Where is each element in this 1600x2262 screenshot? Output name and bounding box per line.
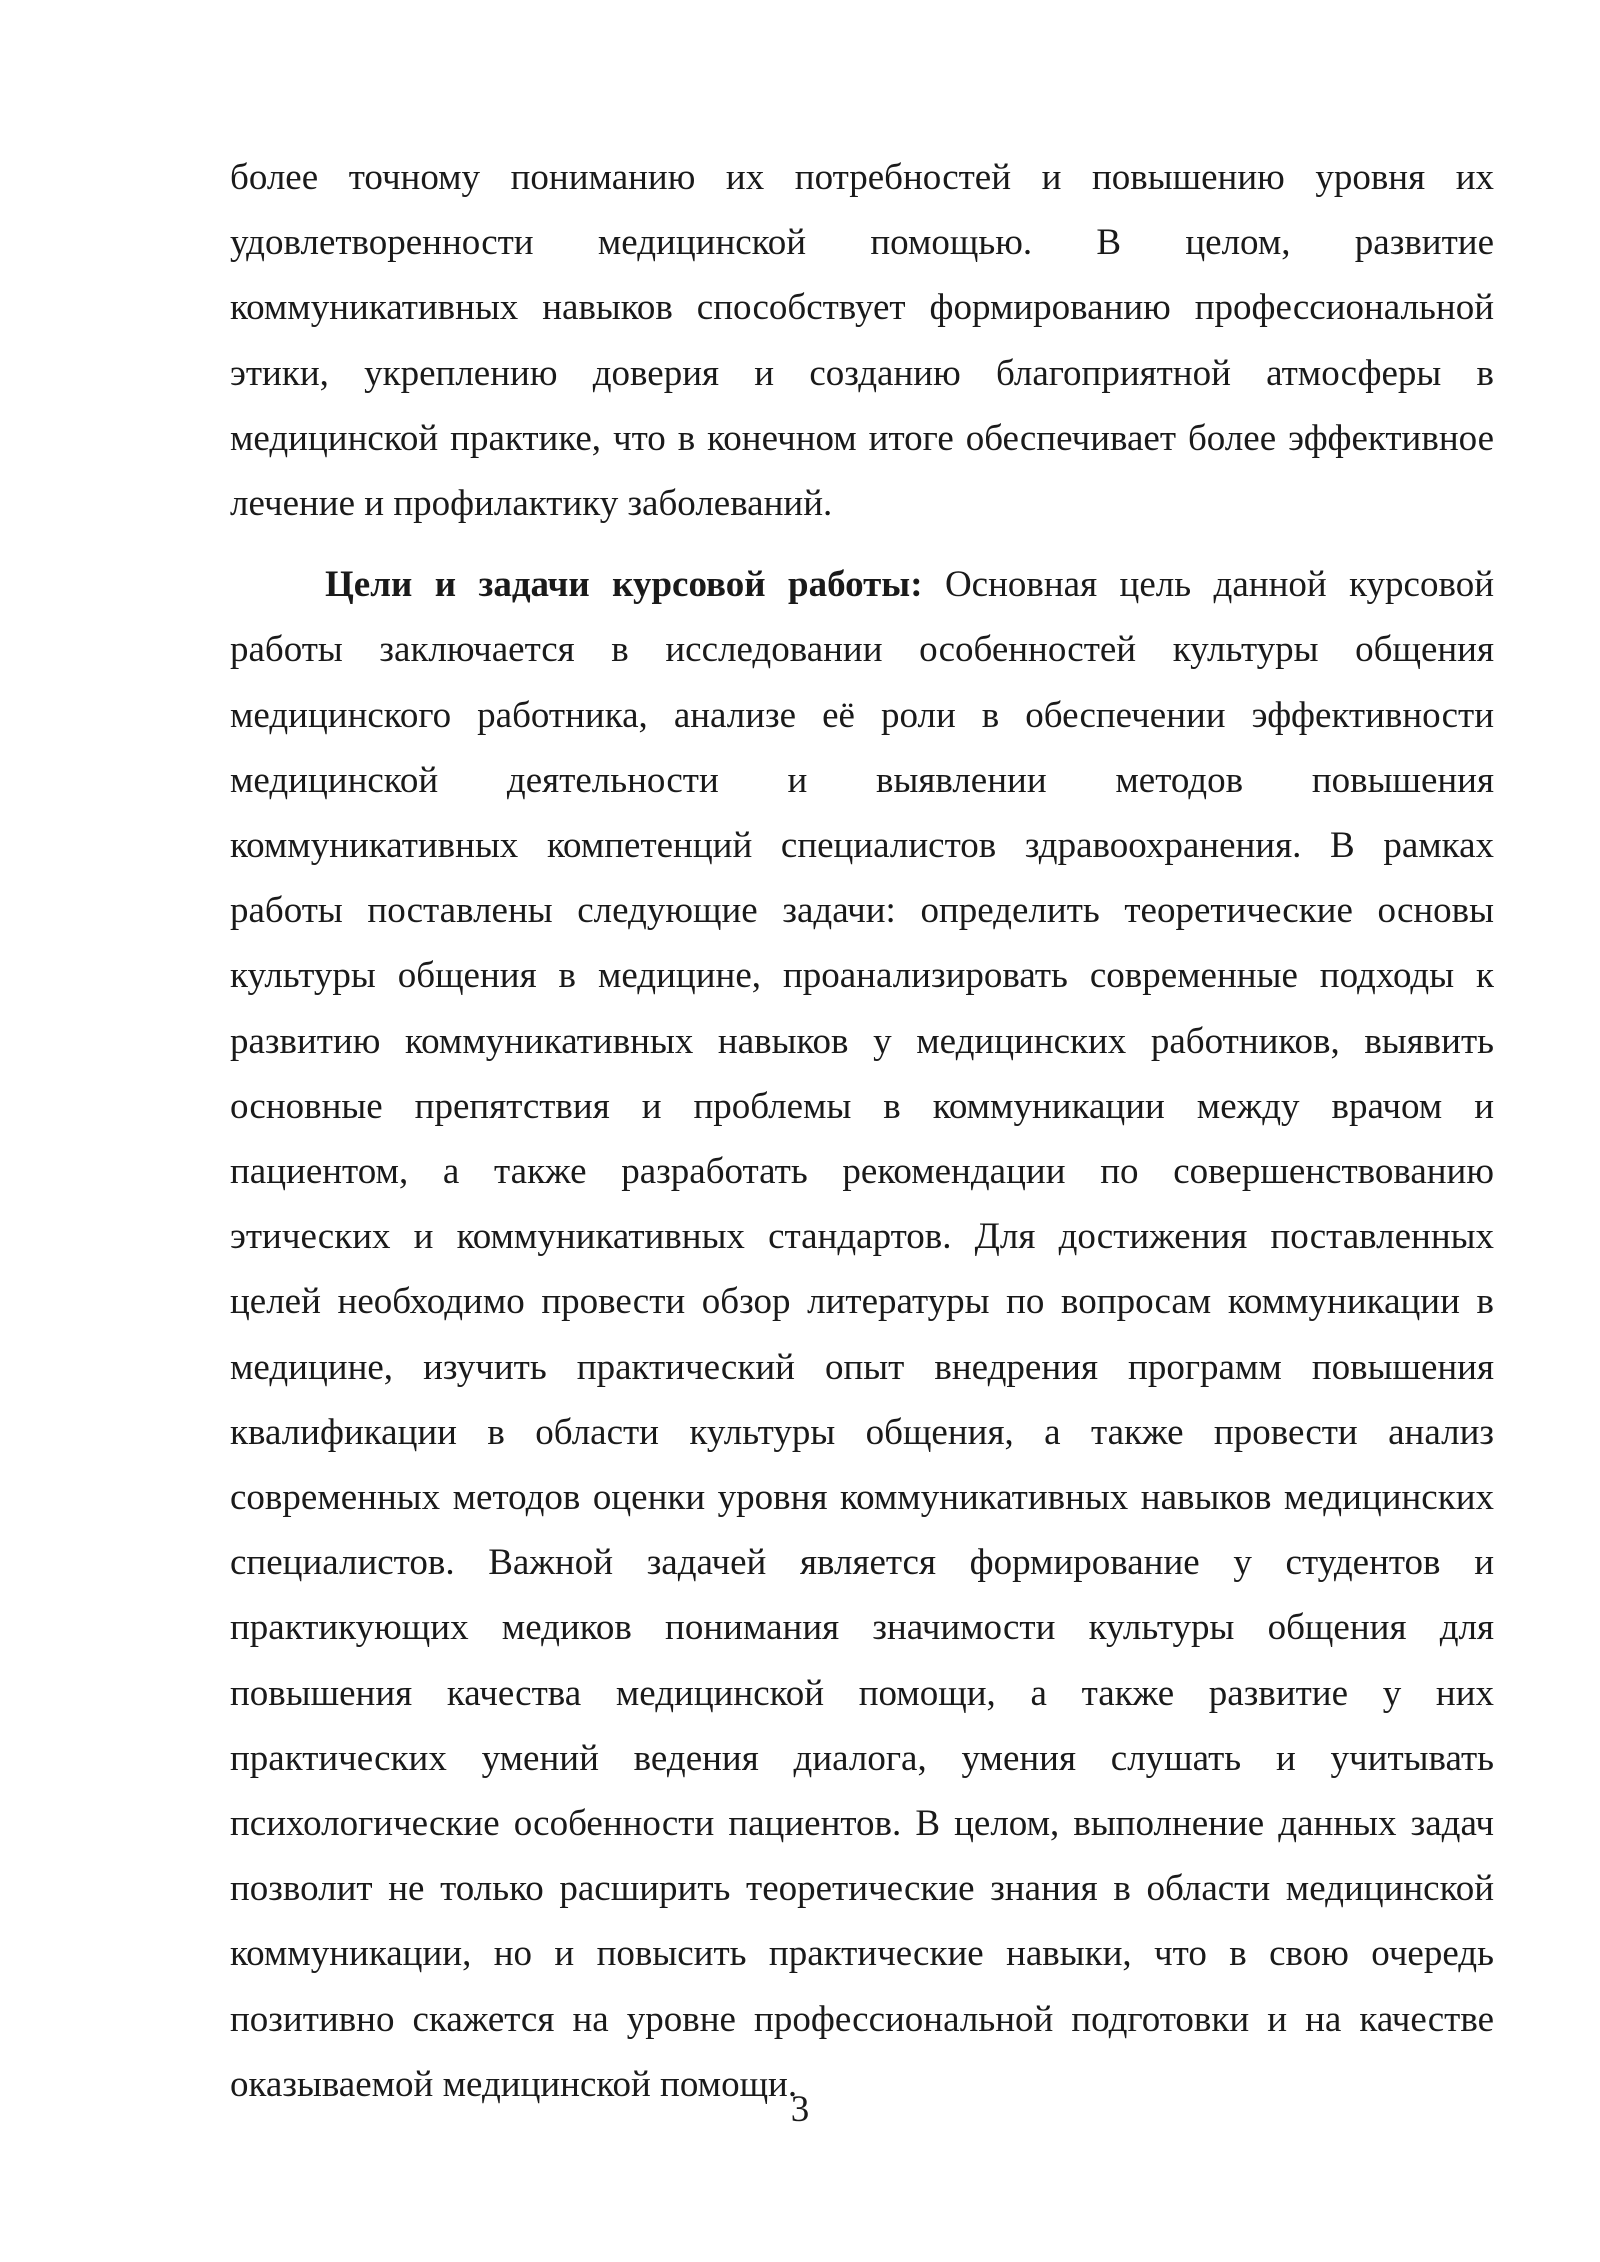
paragraph-body: Основная цель данной курсовой работы заключается в исследовании особенностей культуры общения медицинского работника, анализе её роли в обеспечении эффективности медицинской деятельности и выявлении методов повышения коммуникативных компетенций специалистов здравоохранения. В рамках работы поставлены следующие задачи: определить теоретические основы культуры общения в медицине, проанализировать современные подходы к развитию коммуникативных навыков у медицинских работников, выявить основные препятствия и проблемы в коммуникации между врачом и пациентом, а также разработать рекомендации по совершенствованию этических и коммуникативных стандартов. Для достижения поставленных целей необходимо провести обзор литературы по вопросам коммуникации в медицине, изучить практический опыт внедрения программ повышения квалификации в области культуры общения, а также провести анализ современных методов оценки уровня коммуникативных навыков медицинских специалистов. Важной задачей является формирование у студентов и практикующих медиков понимания значимости культуры общения для повышения качества медицинской помощи, а также развитие у них практических умений ведения диалога, умения слушать и учитывать психологические особенности пациентов. В целом, выполнение данных задач позволит не только расширить теоретические знания в области медицинской коммуникации, но и повысить практические навыки, что в свою очередь позитивно скажется на уровне профессиональной подготовки и на качестве оказываемой медицинской помощи. xyxy=(230,564,1494,2105)
paragraph-goals-and-tasks xyxy=(230,552,1494,2117)
paragraph-continuation: более точному пониманию их потребностей и повышению уровня их удовлетворенности медицинской помощью. В целом, развитие коммуникативных навыков способствует формированию профессиональной этики, укреплению доверия и созданию благоприятной атмосферы в медицинской практике, что в конечном итоге обеспечивает более эффективное лечение и профилактику заболеваний. xyxy=(230,157,1494,525)
page-number: 3 xyxy=(790,2089,810,2130)
body-text xyxy=(230,145,1494,2117)
paragraph-heading: Цели и задачи курсовой работы: xyxy=(325,564,923,606)
